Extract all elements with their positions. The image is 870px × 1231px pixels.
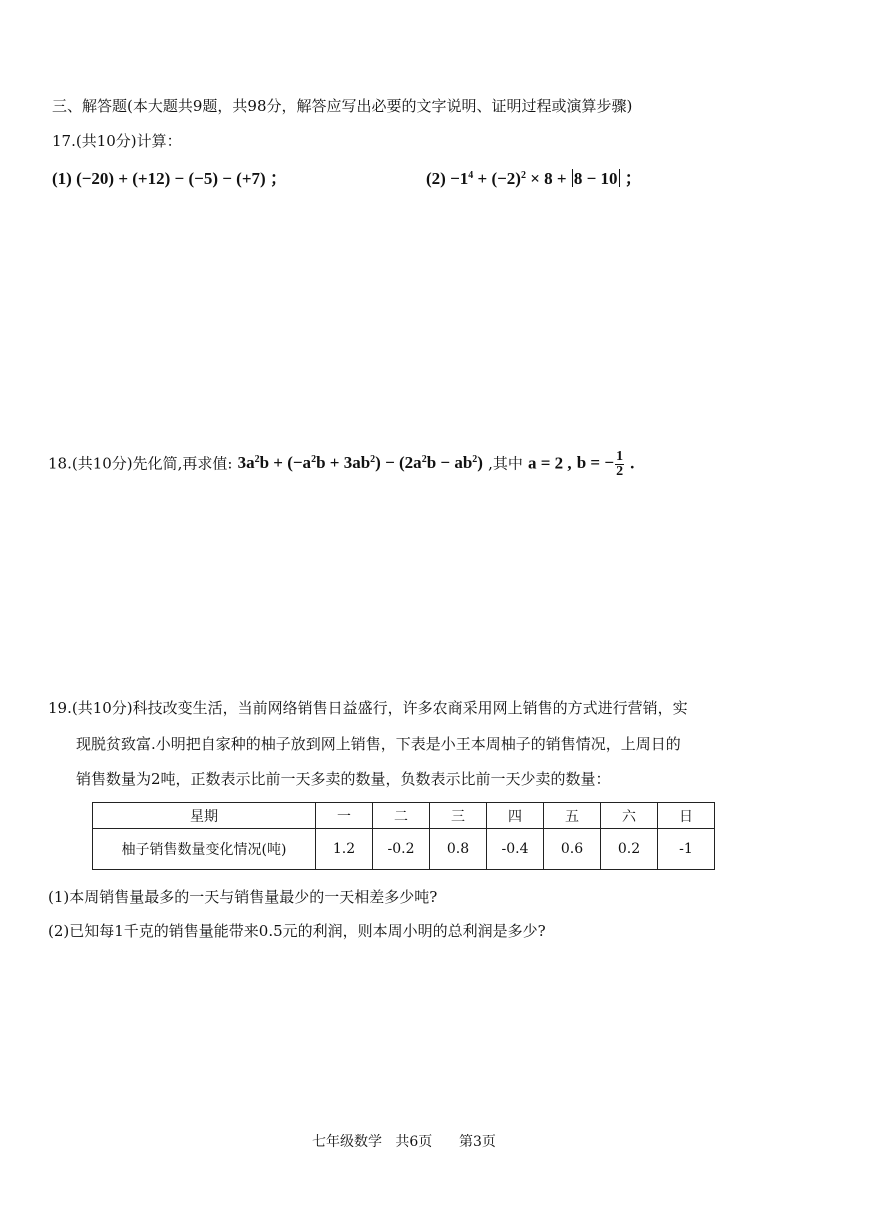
q17-part2-plus: + — [477, 169, 488, 188]
table-cell: -1 — [658, 829, 715, 870]
q17-part1-expression: (−20) + (+12) − (−5) − (+7) — [76, 169, 266, 188]
fraction-denominator: 2 — [616, 464, 624, 479]
q17-part2-end: ； — [624, 169, 642, 188]
table-header-cell: 六 — [601, 803, 658, 829]
section-heading: 三、解答题(本大题共9题，共98分，解答应写出必要的文字说明、证明过程或演算步骤) — [52, 97, 633, 115]
q18-expr-seg: 3a — [237, 453, 255, 473]
q17-part2-rest: × 8 + — [530, 169, 567, 188]
table-header-cell: 四 — [487, 803, 544, 829]
q18-expr-exp: 2 — [254, 454, 260, 466]
q17-part2-term1-exponent: 4 — [468, 170, 474, 181]
table-cell: 0.6 — [544, 829, 601, 870]
q17-header: 17.(共10分)计算： — [52, 132, 182, 150]
table-cell: 柚子销售数量变化情况(吨) — [93, 829, 316, 870]
q17-part2-abs-inner: 8 − 10 — [573, 169, 618, 188]
table-header-row — [93, 803, 715, 829]
table-cell: -0.2 — [373, 829, 430, 870]
q18-expr-exp: 2 — [311, 454, 317, 466]
q19-line1: 19.(共10分)科技改变生活，当前网络销售日益盛行，许多农商采用网上销售的方式进行营销，实 — [48, 699, 688, 717]
q18-expr-seg: b + (−a — [259, 453, 312, 473]
q17-part1-end: ； — [269, 169, 287, 188]
table-header-cell: 五 — [544, 803, 601, 829]
q18-expr-seg: b + 3ab — [316, 453, 371, 473]
q17-part2-term2: (−2) — [491, 169, 521, 188]
table-row — [93, 829, 715, 870]
q18-expr-seg: ) − (2a — [375, 453, 422, 473]
q18-expr-exp: 2 — [421, 454, 427, 466]
q18-condition-b-lhs: b = − — [576, 453, 615, 473]
q19-line3: 销售数量为2吨，正数表示比前一天多卖的数量，负数表示比前一天少卖的数量： — [76, 770, 611, 788]
q17-part2-label: (2) — [426, 169, 446, 188]
q18-expr-exp: 2 — [370, 454, 376, 466]
fraction — [615, 450, 624, 479]
table-cell: 0.8 — [430, 829, 487, 870]
q18-where: ,其中 — [488, 454, 523, 473]
q17-part2-term2-exponent: 2 — [520, 170, 526, 181]
q18-end: . — [630, 453, 635, 473]
q17-part2-term1: −1 — [450, 169, 469, 188]
q18-expr-seg: b − ab — [426, 453, 473, 473]
q18-condition-b — [576, 449, 625, 479]
abs-bar-left — [572, 169, 573, 187]
q18-condition-a: a = 2 , — [527, 453, 572, 473]
table-header-cell: 星期 — [93, 803, 316, 829]
q18-expr-seg: ) — [477, 453, 483, 473]
q18-expr-exp: 2 — [472, 454, 478, 466]
q18 — [48, 450, 634, 479]
table-cell: -0.4 — [487, 829, 544, 870]
abs-bar-right — [619, 169, 620, 187]
table-header-cell: 二 — [373, 803, 430, 829]
table-header-cell: 日 — [658, 803, 715, 829]
fraction-numerator: 1 — [616, 449, 624, 464]
q18-expression — [238, 453, 483, 472]
q17-part1-label: (1) — [52, 169, 72, 188]
table-header-cell: 三 — [430, 803, 487, 829]
page-footer: 七年级数学 共6页 第3页 — [312, 1134, 496, 1150]
q19-line2: 现脱贫致富.小明把自家种的柚子放到网上销售，下表是小王本周柚子的销售情况，上周日的 — [76, 735, 681, 753]
q19-sub1: (1)本周销售量最多的一天与销售量最少的一天相差多少吨? — [48, 888, 438, 906]
table-header-cell: 一 — [316, 803, 373, 829]
table-cell: 0.2 — [601, 829, 658, 870]
table-cell: 1.2 — [316, 829, 373, 870]
q18-header: 18.(共10分)先化简,再求值: — [48, 454, 233, 473]
q17-part2 — [426, 164, 642, 189]
q17-part1 — [52, 164, 287, 189]
q19-sub2: (2)已知每1千克的销售量能带来0.5元的利润，则本周小明的总利润是多少? — [48, 922, 546, 940]
sales-table — [92, 802, 715, 870]
